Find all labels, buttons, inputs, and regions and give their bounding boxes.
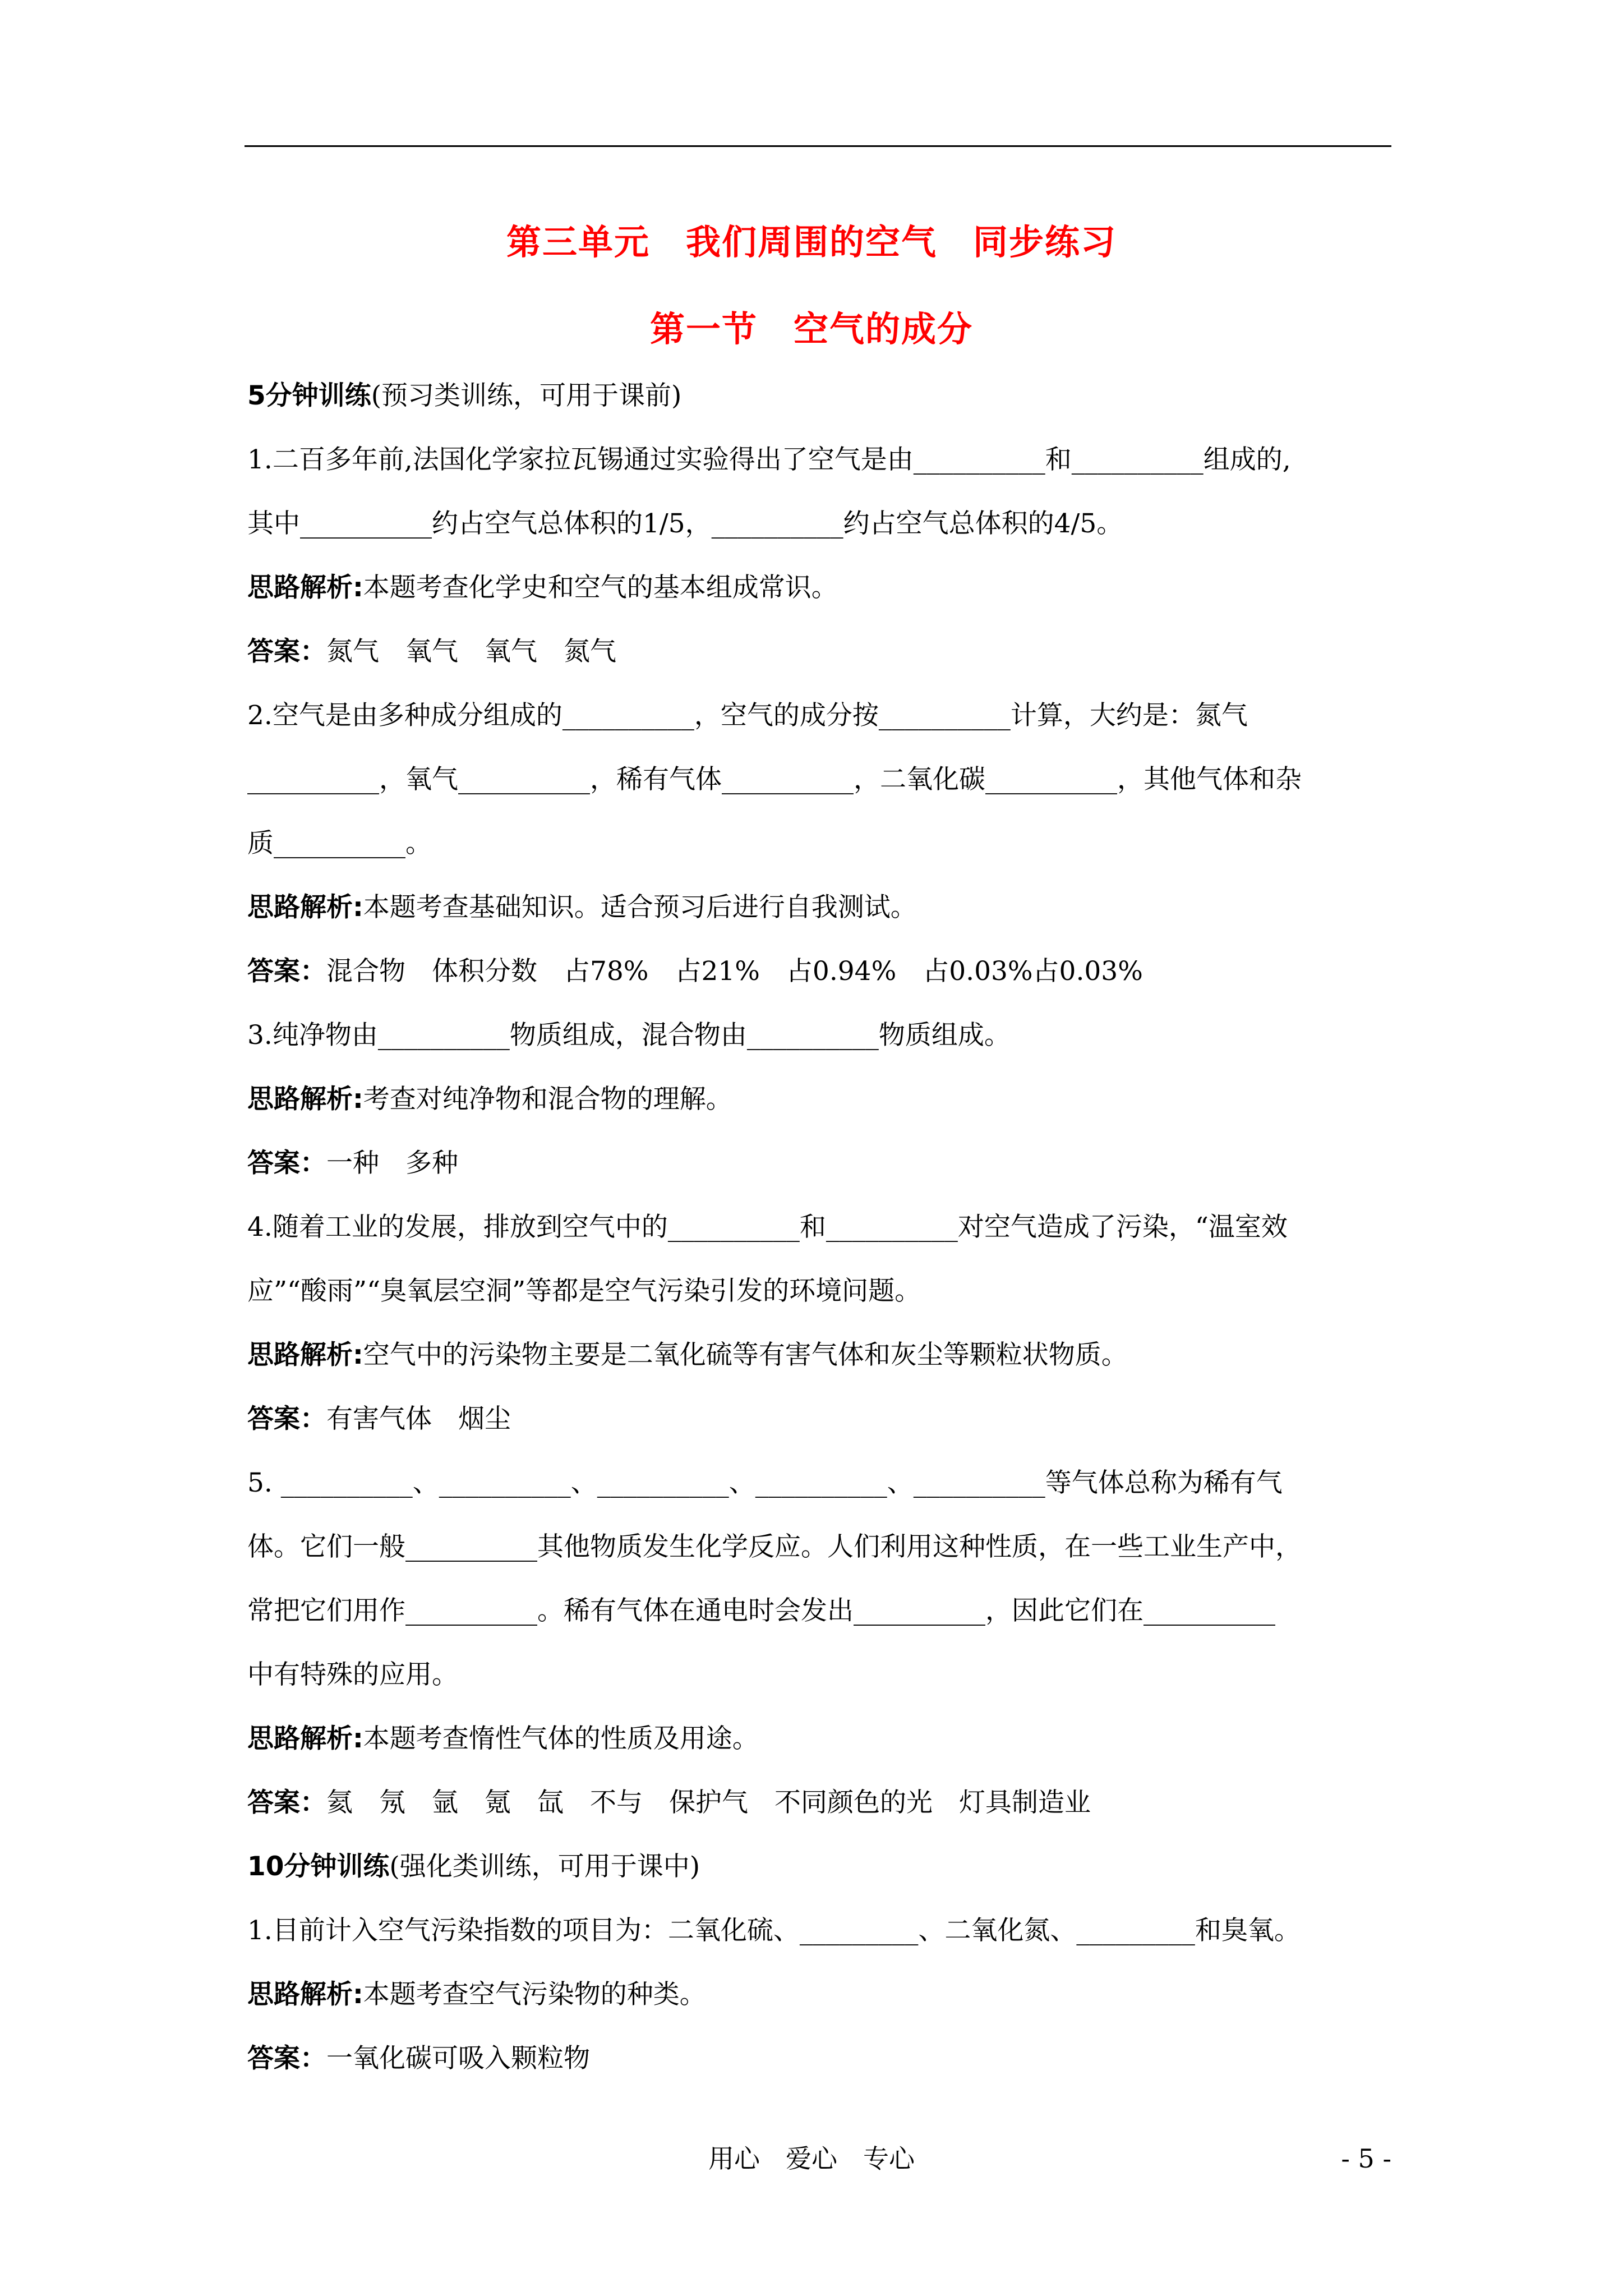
training-section-heading xyxy=(247,1851,1391,1883)
analysis-line xyxy=(247,1084,1391,1115)
document-body xyxy=(247,380,1391,2107)
analysis-line xyxy=(247,1979,1391,2010)
analysis-label: 思路解析: xyxy=(247,1979,363,2010)
answer-line xyxy=(247,636,1391,668)
answer-line xyxy=(247,2043,1391,2074)
answer-label: 答案： xyxy=(247,2043,326,2074)
analysis-text: 本题考查化学史和空气的基本组成常识。 xyxy=(363,572,838,603)
analysis-text: 本题考查空气污染物的种类。 xyxy=(363,1979,706,2010)
answer-text: 氦 氖 氩 氪 氙 不与 保护气 不同颜色的光 灯具制造业 xyxy=(326,1787,1091,1818)
analysis-line xyxy=(247,892,1391,923)
analysis-line xyxy=(247,572,1391,604)
answer-text: 氮气 氧气 氧气 氮气 xyxy=(326,636,616,667)
answer-text: 一种 多种 xyxy=(326,1148,458,1179)
question-line: __________，氧气__________，稀有气体__________，二氧化碳__________，其他气体和杂 xyxy=(247,764,1302,795)
analysis-label: 思路解析: xyxy=(247,892,363,923)
question-line: 2.空气是由多种成分组成的__________，空气的成分按__________计算，大约是：氮气 xyxy=(247,700,1248,731)
answer-line xyxy=(247,1404,1391,1435)
analysis-line xyxy=(247,1340,1391,1371)
training-section-heading xyxy=(247,380,1391,412)
header-rule xyxy=(245,145,1391,147)
answer-line xyxy=(247,956,1391,987)
section-label: 5分钟训练 xyxy=(247,380,371,411)
answer-line xyxy=(247,1787,1391,1819)
question-line: 中有特殊的应用。 xyxy=(247,1659,458,1690)
answer-text: 混合物 体积分数 占78% 占21% 占0.94% 占0.03%占0.03% xyxy=(326,956,1143,987)
answer-label: 答案： xyxy=(247,956,326,987)
question-line: 质__________。 xyxy=(247,828,432,859)
analysis-label: 思路解析: xyxy=(247,1340,363,1370)
answer-label: 答案： xyxy=(247,636,326,667)
question-line: 应”“酸雨”“臭氧层空洞”等都是空气污染引发的环境问题。 xyxy=(247,1276,921,1306)
answer-line xyxy=(247,1148,1391,1179)
answer-text: 有害气体 烟尘 xyxy=(326,1404,511,1434)
analysis-text: 本题考查基础知识。适合预习后进行自我测试。 xyxy=(363,892,917,923)
document-title: 第三单元 我们周围的空气 同步练习 xyxy=(506,222,1117,263)
question-line: 其中__________约占空气总体积的1/5，__________约占空气总体积的4/5。 xyxy=(247,508,1123,539)
section-note: (预习类训练，可用于课前) xyxy=(371,380,682,411)
section-title: 第一节 空气的成分 xyxy=(649,309,973,349)
question-line: 5. __________、__________、__________、__________、__________等气体总称为稀有气 xyxy=(247,1467,1283,1498)
question-line: 1.目前计入空气污染指数的项目为：二氧化硫、_________、二氧化氮、_________和臭氧。 xyxy=(247,1915,1301,1946)
answer-text: 一氧化碳可吸入颗粒物 xyxy=(326,2043,590,2074)
question-line: 4.随着工业的发展，排放到空气中的__________和__________对空气造成了污染，“温室效 xyxy=(247,1212,1288,1243)
analysis-text: 空气中的污染物主要是二氧化硫等有害气体和灰尘等颗粒状物质。 xyxy=(363,1340,1128,1370)
answer-label: 答案： xyxy=(247,1404,326,1434)
section-label: 10分钟训练 xyxy=(247,1851,390,1882)
analysis-text: 考查对纯净物和混合物的理解。 xyxy=(363,1084,732,1115)
answer-label: 答案： xyxy=(247,1787,326,1818)
analysis-line xyxy=(247,1723,1391,1755)
analysis-text: 本题考查惰性气体的性质及用途。 xyxy=(363,1723,759,1754)
section-note: (强化类训练，可用于课中) xyxy=(389,1851,700,1882)
analysis-label: 思路解析: xyxy=(247,1723,363,1754)
question-line: 常把它们用作__________。稀有气体在通电时会发出__________，因此它们在__________ xyxy=(247,1595,1275,1626)
analysis-label: 思路解析: xyxy=(247,572,363,603)
analysis-label: 思路解析: xyxy=(247,1084,363,1115)
question-line: 1.二百多年前,法国化学家拉瓦锡通过实验得出了空气是由__________和__________组成的, xyxy=(247,444,1291,475)
answer-label: 答案： xyxy=(247,1148,326,1179)
question-line: 体。它们一般__________其他物质发生化学反应。人们利用这种性质，在一些工业生产中， xyxy=(247,1531,1302,1562)
question-line: 3.纯净物由__________物质组成，混合物由__________物质组成。 xyxy=(247,1020,1011,1051)
footer-motto: 用心 爱心 专心 xyxy=(708,2143,915,2174)
page-number: - 5 - xyxy=(1341,2143,1391,2174)
